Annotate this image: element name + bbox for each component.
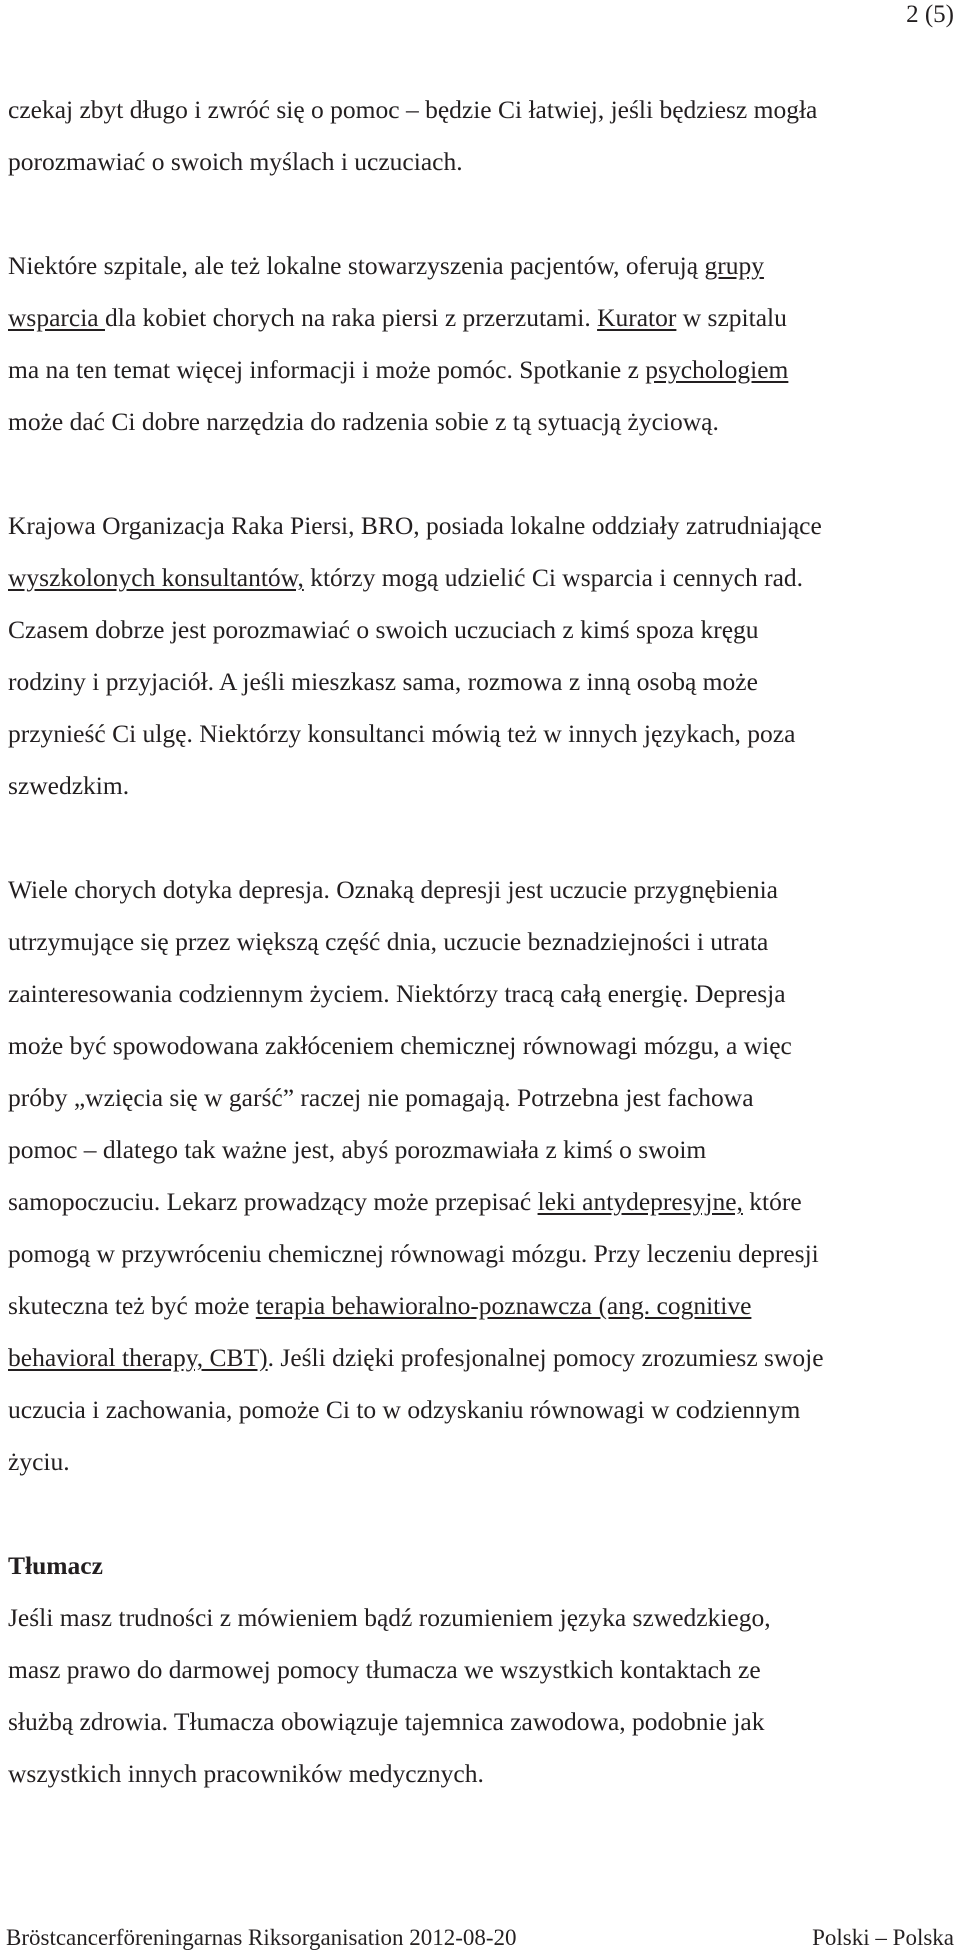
text-segment: samopoczuciu. Lekarz prowadzący może przepisać	[8, 1187, 538, 1216]
text-segment: skuteczna też być może	[8, 1291, 256, 1320]
paragraph-bro-consultants	[8, 500, 953, 812]
text-line: szwedzkim.	[8, 771, 130, 800]
text-line: rodziny i przyjaciół. A jeśli mieszkasz sama, rozmowa z inną osobą może	[8, 667, 758, 696]
link-kurator[interactable]: Kurator	[597, 303, 677, 332]
text-line: próby „wzięcia się w garść” raczej nie pomagają. Potrzebna jest fachowa	[8, 1083, 754, 1112]
page-number: 2 (5)	[906, 1, 954, 28]
link-grupy-wsparcia-cont[interactable]: wsparcia	[8, 303, 105, 332]
text-segment: . Jeśli dzięki profesjonalnej pomocy zrozumiesz swoje	[267, 1343, 824, 1372]
text-segment: dla kobiet chorych na raka piersi z przerzutami.	[105, 303, 598, 332]
link-psychologiem[interactable]: psychologiem	[645, 355, 789, 384]
text-line: służbą zdrowia. Tłumacza obowiązuje tajemnica zawodowa, podobnie jak	[8, 1707, 765, 1736]
text-line: życiu.	[8, 1447, 70, 1476]
footer-language: Polski – Polska	[812, 1925, 954, 1950]
section-heading: Tłumacz	[8, 1551, 103, 1580]
text-line: przynieść Ci ulgę. Niektórzy konsultanci mówią też w innych językach, poza	[8, 719, 796, 748]
text-line: porozmawiać o swoich myślach i uczuciach.	[8, 147, 463, 176]
text-line: pomoc – dlatego tak ważne jest, abyś porozmawiała z kimś o swoim	[8, 1135, 707, 1164]
page-footer	[6, 1924, 954, 1952]
text-segment: Niektóre szpitale, ale też lokalne stowarzyszenia pacjentów, oferują	[8, 251, 705, 280]
text-line: uczucia i zachowania, pomoże Ci to w odzyskaniu równowagi w codziennym	[8, 1395, 801, 1424]
text-line: zainteresowania codziennym życiem. Niektórzy tracą całą energię. Depresja	[8, 979, 786, 1008]
text-line: Jeśli masz trudności z mówieniem bądź rozumieniem języka szwedzkiego,	[8, 1603, 771, 1632]
paragraph-depression	[8, 864, 953, 1488]
paragraph-support-groups	[8, 240, 953, 448]
link-terapia-cbt[interactable]: terapia behawioralno-poznawcza (ang. cognitive	[255, 1291, 752, 1320]
link-grupy-wsparcia[interactable]: grupy	[704, 251, 764, 280]
paragraph-seek-help	[8, 84, 953, 188]
footer-organization-date: Bröstcancerföreningarnas Riksorganisation 2012-08-20	[6, 1925, 517, 1950]
document-body	[8, 84, 953, 1800]
text-line: pomogą w przywróceniu chemicznej równowagi mózgu. Przy leczeniu depresji	[8, 1239, 819, 1268]
text-line: może być spowodowana zakłóceniem chemicznej równowagi mózgu, a więc	[8, 1031, 792, 1060]
text-segment: w szpitalu	[676, 303, 787, 332]
text-segment: może dać Ci dobre narzędzia do radzenia sobie z tą sytuacją życiową.	[8, 407, 719, 436]
text-line: Krajowa Organizacja Raka Piersi, BRO, posiada lokalne oddziały zatrudniające	[8, 511, 822, 540]
text-line: Wiele chorych dotyka depresja. Oznaką depresji jest uczucie przygnębienia	[8, 875, 779, 904]
text-segment: które	[742, 1187, 802, 1216]
text-line: Czasem dobrze jest porozmawiać o swoich uczuciach z kimś spoza kręgu	[8, 615, 759, 644]
text-line: masz prawo do darmowej pomocy tłumacza we wszystkich kontaktach ze	[8, 1655, 761, 1684]
text-line: wszystkich innych pracowników medycznych.	[8, 1759, 484, 1788]
text-line: utrzymujące się przez większą część dnia, uczucie beznadziejności i utrata	[8, 927, 769, 956]
link-wyszkolonych-konsultantow[interactable]: wyszkolonych konsultantów,	[8, 563, 304, 592]
text-segment: ma na ten temat więcej informacji i może pomóc. Spotkanie z	[8, 355, 646, 384]
link-terapia-cbt-cont[interactable]: behavioral therapy, CBT)	[8, 1343, 268, 1372]
link-leki-antydepresyjne[interactable]: leki antydepresyjne,	[537, 1187, 743, 1216]
text-line: czekaj zbyt długo i zwróć się o pomoc – będzie Ci łatwiej, jeśli będziesz mogła	[8, 95, 818, 124]
text-segment: którzy mogą udzielić Ci wsparcia i cennych rad.	[303, 563, 804, 592]
section-translator	[8, 1540, 953, 1800]
